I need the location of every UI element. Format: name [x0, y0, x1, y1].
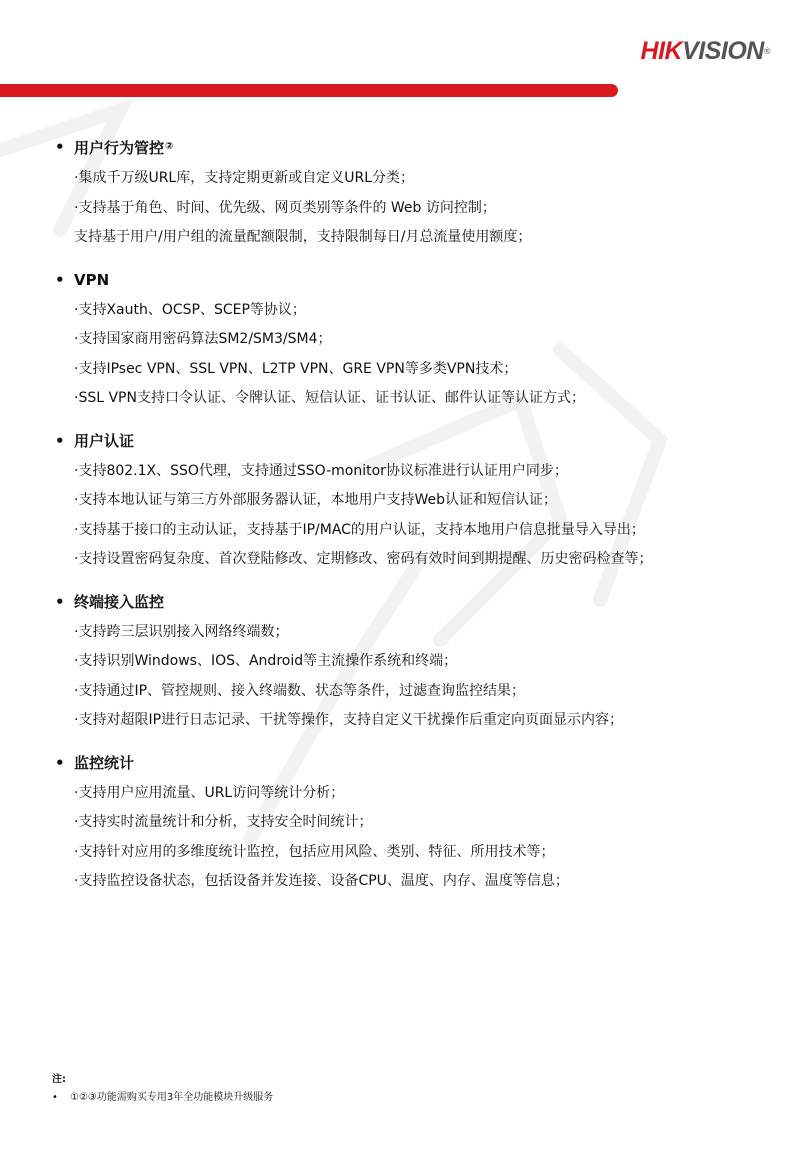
- list-item: ·支持基于角色、时间、优先级、网页类别等条件的 Web 访问控制；: [74, 199, 496, 216]
- hikvision-logo: [641, 36, 770, 66]
- section-vpn: [52, 265, 772, 414]
- feature-list: [52, 132, 772, 909]
- bullet-icon: •: [52, 1092, 58, 1103]
- bullet-icon: •: [55, 270, 65, 289]
- list-item: ·支持识别Windows、IOS、Android等主流操作系统和终端；: [74, 653, 458, 669]
- section-title-text: 监控统计: [74, 753, 135, 772]
- list-item: ·支持设置密码复杂度、首次登陆修改、定期修改、密码有效时间到期提醒、历史密码检查等；: [74, 551, 653, 567]
- section-user-authentication: [52, 426, 772, 575]
- section-title: [52, 132, 772, 163]
- list-item: 支持基于用户/用户组的流量配额限制，支持限制每日/月总流量使用额度；: [74, 229, 532, 245]
- logo-text-gray: VISION: [682, 37, 764, 65]
- list-item: ·支持实时流量统计和分析，支持安全时间统计；: [74, 814, 373, 830]
- section-title: [52, 426, 772, 456]
- footnote-text: ①②③功能需购买专用3年全功能模块升级服务: [70, 1092, 274, 1103]
- section-title-text: 用户认证: [74, 431, 135, 450]
- list-item: ·集成千万级URL库，支持定期更新或自定义URL分类；: [74, 170, 414, 186]
- header-red-bar: [0, 84, 618, 97]
- section-monitoring-statistics: [52, 748, 772, 897]
- bullet-icon: •: [55, 138, 65, 156]
- list-item: ·支持用户应用流量、URL访问等统计分析；: [74, 784, 345, 801]
- bullet-icon: •: [55, 592, 65, 611]
- footnote-title: 注:: [52, 1074, 66, 1085]
- registered-mark: ®: [763, 46, 770, 56]
- logo-text-red: HIK: [640, 37, 683, 65]
- bullet-icon: •: [55, 431, 65, 450]
- list-item: ·支持802.1X、SSO代理，支持通过SSO-monitor协议标准进行认证用户同步；: [74, 462, 568, 479]
- section-title: [52, 748, 772, 778]
- list-item: ·支持本地认证与第三方外部服务器认证，本地用户支持Web认证和短信认证；: [74, 492, 557, 508]
- list-item: ·支持IPsec VPN、SSL VPN、L2TP VPN、GRE VPN等多类VPN技术；: [74, 360, 518, 377]
- section-title-text: 终端接入监控: [74, 592, 165, 611]
- list-item: ·支持对超限IP进行日志记录、干扰等操作，支持自定义干扰操作后重定向页面显示内容；: [74, 712, 624, 728]
- list-item: ·SSL VPN支持口令认证、令牌认证、短信认证、证书认证、邮件认证等认证方式；: [74, 390, 585, 406]
- list-item: ·支持通过IP、管控规则、接入终端数、状态等条件，过滤查询监控结果；: [74, 682, 526, 699]
- section-user-behavior-control: [52, 132, 772, 253]
- section-title-text: VPN: [74, 270, 110, 289]
- section-title: [52, 265, 772, 295]
- list-item: ·支持基于接口的主动认证，支持基于IP/MAC的用户认证，支持本地用户信息批量导入导出；: [74, 521, 645, 538]
- list-item: ·支持针对应用的多维度统计监控，包括应用风险、类别、特征、所用技术等；: [74, 843, 555, 860]
- section-terminal-access-monitoring: [52, 587, 772, 736]
- bullet-icon: •: [55, 753, 65, 772]
- footnote: [52, 1071, 273, 1107]
- list-item: ·支持国家商用密码算法SM2/SM3/SM4；: [74, 331, 332, 347]
- list-item: ·支持监控设备状态，包括设备并发连接、设备CPU、温度、内存、温度等信息；: [74, 873, 569, 889]
- list-item: ·支持Xauth、OCSP、SCEP等协议；: [74, 301, 306, 318]
- section-title-text: 用户行为管控: [74, 139, 165, 157]
- list-item: ·支持跨三层识别接入网络终端数；: [74, 623, 289, 640]
- section-title: [52, 587, 772, 617]
- footnote-item: [52, 1089, 273, 1107]
- section-superscript: ②: [165, 141, 174, 152]
